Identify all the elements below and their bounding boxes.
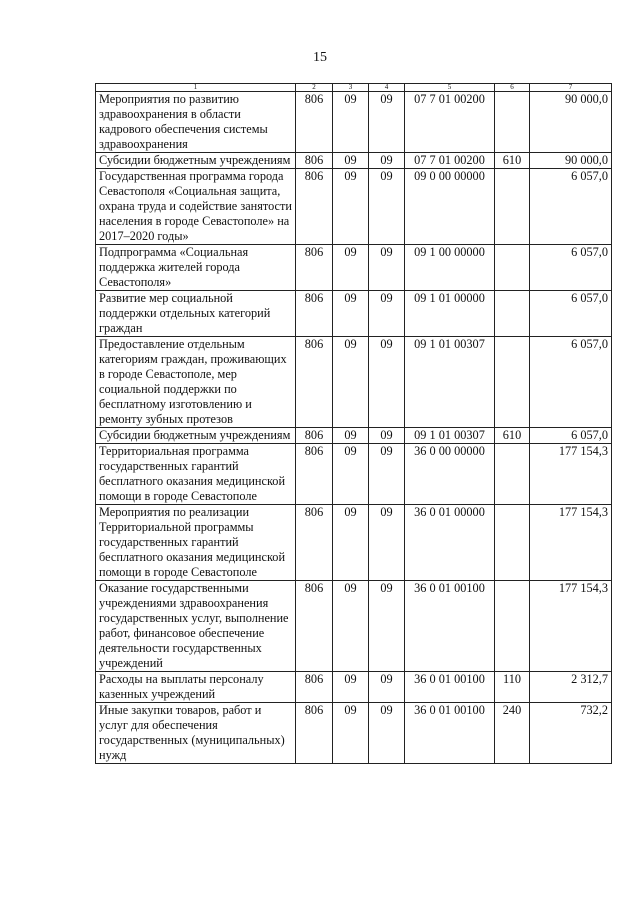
row-sum: 6 057,0 (530, 245, 612, 291)
row-sum: 6 057,0 (530, 428, 612, 444)
row-ved: 806 (296, 92, 333, 153)
row-rz: 09 (333, 581, 369, 672)
row-csr: 36 0 01 00100 (405, 672, 495, 703)
row-csr: 09 1 01 00000 (405, 291, 495, 337)
row-pr: 09 (369, 245, 405, 291)
row-sum: 2 312,7 (530, 672, 612, 703)
row-sum: 177 154,3 (530, 505, 612, 581)
row-rz: 09 (333, 703, 369, 764)
row-csr: 36 0 01 00100 (405, 581, 495, 672)
header-cell: 4 (369, 84, 405, 92)
table-row (96, 169, 612, 245)
row-ved: 806 (296, 444, 333, 505)
row-name: Мероприятия по развитию здравоохранения в области кадрового обеспечения системы здравоохранения (96, 92, 296, 153)
row-name: Предоставление отдельным категориям граждан, проживающих в городе Севастополе, мер социальной поддержки по бесплатному изготовлению и ремонту зубных протезов (96, 337, 296, 428)
row-sum: 732,2 (530, 703, 612, 764)
table-row (96, 703, 612, 764)
header-cell: 2 (296, 84, 333, 92)
row-sum: 6 057,0 (530, 337, 612, 428)
row-rz: 09 (333, 291, 369, 337)
table-row (96, 245, 612, 291)
row-rz: 09 (333, 153, 369, 169)
table-row (96, 291, 612, 337)
row-sum: 90 000,0 (530, 153, 612, 169)
table-row (96, 505, 612, 581)
row-pr: 09 (369, 169, 405, 245)
row-csr: 07 7 01 00200 (405, 153, 495, 169)
page-number: 15 (313, 50, 327, 65)
row-name: Подпрограмма «Социальная поддержка жителей города Севастополя» (96, 245, 296, 291)
header-cell: 1 (96, 84, 296, 92)
row-pr: 09 (369, 153, 405, 169)
row-vr (495, 245, 530, 291)
row-rz: 09 (333, 672, 369, 703)
row-vr (495, 444, 530, 505)
row-sum: 6 057,0 (530, 169, 612, 245)
row-vr (495, 291, 530, 337)
row-name: Государственная программа города Севастополя «Социальная защита, охрана труда и содействие занятости населения в городе Севастополе» на 2017–2020 годы» (96, 169, 296, 245)
row-ved: 806 (296, 291, 333, 337)
row-vr: 610 (495, 428, 530, 444)
row-csr: 09 1 01 00307 (405, 428, 495, 444)
row-vr (495, 337, 530, 428)
row-csr: 36 0 01 00100 (405, 703, 495, 764)
table-row (96, 444, 612, 505)
row-ved: 806 (296, 581, 333, 672)
row-rz: 09 (333, 245, 369, 291)
row-vr (495, 581, 530, 672)
header-cell: 6 (495, 84, 530, 92)
row-vr (495, 92, 530, 153)
row-csr: 07 7 01 00200 (405, 92, 495, 153)
row-csr: 09 1 01 00307 (405, 337, 495, 428)
table-row (96, 581, 612, 672)
header-cell: 5 (405, 84, 495, 92)
row-name: Иные закупки товаров, работ и услуг для обеспечения государственных (муниципальных) нужд (96, 703, 296, 764)
row-name: Территориальная программа государственных гарантий бесплатного оказания медицинской помощи в городе Севастополе (96, 444, 296, 505)
row-ved: 806 (296, 153, 333, 169)
table-row (96, 428, 612, 444)
row-rz: 09 (333, 92, 369, 153)
row-vr: 610 (495, 153, 530, 169)
row-name: Оказание государственными учреждениями здравоохранения государственных услуг, выполнение работ, финансовое обеспечение деятельности государственных учреждений (96, 581, 296, 672)
row-sum: 90 000,0 (530, 92, 612, 153)
table-row (96, 672, 612, 703)
table-row (96, 337, 612, 428)
header-cell: 3 (333, 84, 369, 92)
row-rz: 09 (333, 428, 369, 444)
row-pr: 09 (369, 337, 405, 428)
row-csr: 09 0 00 00000 (405, 169, 495, 245)
row-ved: 806 (296, 245, 333, 291)
row-sum: 177 154,3 (530, 581, 612, 672)
budget-table (95, 83, 612, 764)
row-pr: 09 (369, 703, 405, 764)
row-rz: 09 (333, 505, 369, 581)
row-pr: 09 (369, 505, 405, 581)
row-name: Развитие мер социальной поддержки отдельных категорий граждан (96, 291, 296, 337)
row-pr: 09 (369, 291, 405, 337)
row-rz: 09 (333, 169, 369, 245)
row-name: Мероприятия по реализации Территориальной программы государственных гарантий бесплатного оказания медицинской помощи в городе Севастополе (96, 505, 296, 581)
row-vr: 110 (495, 672, 530, 703)
row-ved: 806 (296, 505, 333, 581)
row-pr: 09 (369, 428, 405, 444)
row-csr: 09 1 00 00000 (405, 245, 495, 291)
row-rz: 09 (333, 337, 369, 428)
table-row (96, 153, 612, 169)
row-ved: 806 (296, 672, 333, 703)
row-name: Субсидии бюджетным учреждениям (96, 153, 296, 169)
row-rz: 09 (333, 444, 369, 505)
row-name: Расходы на выплаты персоналу казенных учреждений (96, 672, 296, 703)
row-ved: 806 (296, 169, 333, 245)
header-row (96, 84, 612, 92)
row-name: Субсидии бюджетным учреждениям (96, 428, 296, 444)
table-row (96, 92, 612, 153)
row-vr (495, 169, 530, 245)
row-csr: 36 0 00 00000 (405, 444, 495, 505)
row-pr: 09 (369, 581, 405, 672)
row-sum: 6 057,0 (530, 291, 612, 337)
row-vr (495, 505, 530, 581)
row-sum: 177 154,3 (530, 444, 612, 505)
row-pr: 09 (369, 672, 405, 703)
row-csr: 36 0 01 00000 (405, 505, 495, 581)
header-cell: 7 (530, 84, 612, 92)
row-ved: 806 (296, 337, 333, 428)
row-vr: 240 (495, 703, 530, 764)
row-pr: 09 (369, 92, 405, 153)
row-ved: 806 (296, 428, 333, 444)
row-pr: 09 (369, 444, 405, 505)
row-ved: 806 (296, 703, 333, 764)
